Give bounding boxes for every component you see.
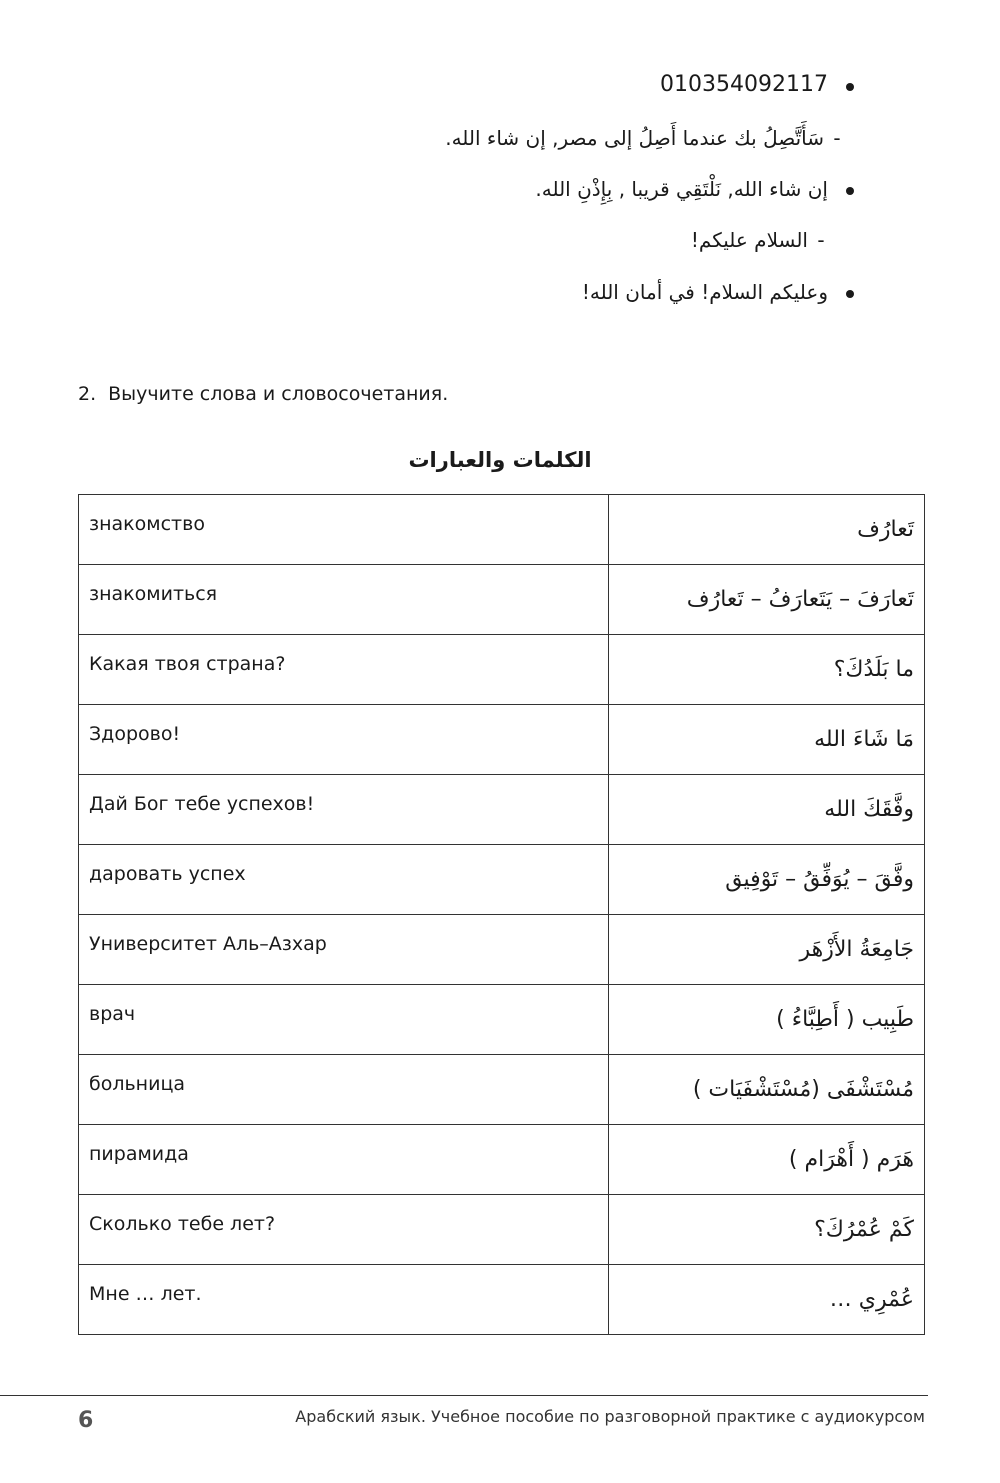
vocab-heading: الكلمات والعبارات (408, 448, 592, 472)
table-row (79, 565, 925, 635)
russian-cell: Университет Аль–Азхар (79, 915, 609, 985)
bullet-marker (846, 83, 854, 91)
task-number: 2. (78, 383, 97, 405)
russian-cell: Какая твоя страна? (79, 635, 609, 705)
russian-cell: Сколько тебе лет? (79, 1195, 609, 1265)
dialogue-line: إن شاء الله, نَلْتَقِي قريبا , بِإِذْنِ الله. (535, 177, 828, 201)
russian-cell: знакомиться (79, 565, 609, 635)
table-row (79, 845, 925, 915)
task-text: Выучите слова и словосочетания. (108, 383, 449, 405)
dialogue-text: سَأَتَّصِلُ بك عندما أَصِلُ إلى مصر, إن شاء الله. (445, 126, 824, 150)
table-row (79, 775, 925, 845)
bullet-marker (846, 290, 854, 298)
russian-cell: врач (79, 985, 609, 1055)
arabic-cell: وفَّقَكَ الله (609, 775, 925, 845)
footer-divider (0, 1395, 928, 1396)
arabic-cell: عُمْرِي … (609, 1265, 925, 1335)
bullet-marker (846, 187, 854, 195)
table-row (79, 1055, 925, 1125)
table-row (79, 495, 925, 565)
book-title: Арабский язык. Учебное пособие по разговорной практике с аудиокурсом (295, 1407, 925, 1426)
dash-marker: - (833, 126, 841, 150)
arabic-cell: وفَّقَ – يُوَفِّقُ – تَوْفِيق (609, 845, 925, 915)
table-row (79, 1265, 925, 1335)
russian-cell: Мне … лет. (79, 1265, 609, 1335)
dialogue-line (691, 228, 834, 252)
arabic-cell: مُسْتَشْفَى (مُسْتَشْفَيَات ) (609, 1055, 925, 1125)
russian-cell: Дай Бог тебе успехов! (79, 775, 609, 845)
arabic-cell: كَمْ عُمْرُكَ؟ (609, 1195, 925, 1265)
table-row (79, 705, 925, 775)
arabic-cell: مَا شَاءَ الله (609, 705, 925, 775)
table-row (79, 1195, 925, 1265)
dash-marker: - (817, 228, 825, 252)
dialogue-line: وعليكم السلام! في أمان الله! (581, 280, 828, 304)
russian-cell: даровать успех (79, 845, 609, 915)
table-row (79, 635, 925, 705)
russian-cell: Здорово! (79, 705, 609, 775)
vocab-table (78, 494, 925, 1335)
page-number: 6 (78, 1408, 94, 1433)
russian-cell: больница (79, 1055, 609, 1125)
russian-cell: пирамида (79, 1125, 609, 1195)
table-row (79, 985, 925, 1055)
dialogue-text: السلام عليكم! (690, 228, 808, 252)
arabic-cell: هَرَم ( أَهْرَام ) (609, 1125, 925, 1195)
arabic-cell: طَبِيب ( أَطِبَّاءُ ) (609, 985, 925, 1055)
dialogue-line (445, 126, 850, 150)
arabic-cell: ما بَلَدُكَ؟ (609, 635, 925, 705)
arabic-cell: جَامِعَةُ الأَزْهَر (609, 915, 925, 985)
dialogue-line: 010354092117 (660, 72, 828, 97)
arabic-cell: تَعارَفَ – يَتَعارَفُ – تَعارُف (609, 565, 925, 635)
table-row (79, 915, 925, 985)
table-row (79, 1125, 925, 1195)
task-instruction (78, 383, 448, 405)
arabic-cell: تَعارُف (609, 495, 925, 565)
russian-cell: знакомство (79, 495, 609, 565)
